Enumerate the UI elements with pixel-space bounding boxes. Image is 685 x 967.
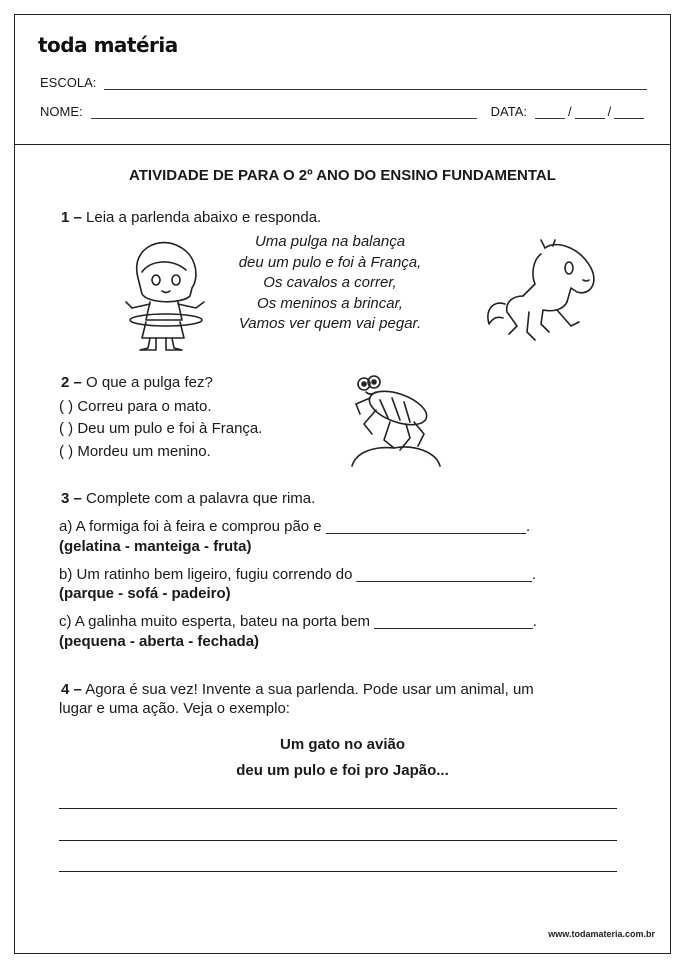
- question-text: Agora é sua vez! Invente a sua parlenda. Pode usar um animal, um: [85, 681, 534, 698]
- date-day-field[interactable]: [535, 107, 565, 119]
- header: [15, 15, 670, 145]
- poem-line: deu um pulo e foi à França,: [238, 253, 422, 271]
- option-checkbox-1[interactable]: ( ) Correu para o mato.: [59, 398, 212, 415]
- date-separator: /: [567, 104, 572, 119]
- date-year-field[interactable]: [614, 107, 644, 119]
- footer-url: www.todamateria.com.br: [548, 929, 655, 939]
- fill-in-sentence-b[interactable]: b) Um ratinho bem ligeiro, fugiu correndo do _____________________.: [59, 566, 537, 583]
- girl-illustration: [120, 238, 212, 356]
- option-checkbox-2[interactable]: ( ) Deu um pulo e foi à França.: [59, 420, 263, 437]
- nome-field[interactable]: [91, 107, 477, 119]
- poem: [210, 232, 450, 335]
- question-3: [61, 490, 315, 507]
- word-choices-a: (gelatina - manteiga - fruta): [59, 538, 252, 555]
- data-label: DATA:: [490, 104, 527, 119]
- nome-label: NOME:: [40, 104, 83, 119]
- poem-line: Uma pulga na balança: [254, 233, 406, 250]
- fill-in-sentence-c[interactable]: c) A galinha muito esperta, bateu na porta bem ___________________.: [59, 613, 537, 630]
- question-text: O que a pulga fez?: [86, 374, 213, 391]
- page-title: ATIVIDADE DE PARA O 2º ANO DO ENSINO FUNDAMENTAL: [129, 167, 556, 184]
- question-2: [61, 374, 213, 391]
- question-number: 1 –: [61, 209, 82, 226]
- poem-line: Os meninos a brincar,: [257, 294, 403, 312]
- logo: toda matéria: [38, 33, 178, 57]
- escola-label: ESCOLA:: [40, 75, 97, 90]
- poem-line: Vamos ver quem vai pegar.: [238, 315, 422, 332]
- example-line: Um gato no avião: [279, 736, 406, 753]
- word-choices-c: (pequena - aberta - fechada): [59, 633, 260, 650]
- question-text: Complete com a palavra que rima.: [86, 490, 316, 507]
- option-checkbox-3[interactable]: ( ) Mordeu um menino.: [59, 443, 211, 460]
- question-number: 3 –: [61, 490, 82, 507]
- date-month-field[interactable]: [575, 107, 605, 119]
- answer-line[interactable]: [59, 871, 617, 872]
- example-line: deu um pulo e foi pro Japão...: [236, 762, 449, 779]
- horse-illustration: [483, 240, 603, 352]
- worksheet: [14, 14, 671, 954]
- question-number: 4 –: [61, 681, 82, 698]
- question-4: [61, 681, 534, 698]
- answer-line[interactable]: [59, 808, 617, 809]
- answer-line[interactable]: [59, 840, 617, 841]
- fill-in-sentence-a[interactable]: a) A formiga foi à feira e comprou pão e ________________________.: [59, 518, 531, 535]
- word-choices-b: (parque - sofá - padeiro): [59, 585, 231, 602]
- escola-field[interactable]: [104, 78, 647, 90]
- poem-line: Os cavalos a correr,: [263, 274, 397, 291]
- question-number: 2 –: [61, 374, 82, 391]
- question-text: Leia a parlenda abaixo e responda.: [86, 209, 322, 226]
- date-separator: /: [607, 104, 612, 119]
- nome-row: [40, 104, 647, 119]
- question-text-continued: lugar e uma ação. Veja o exemplo:: [59, 700, 290, 717]
- question-1: [61, 209, 321, 226]
- escola-row: [40, 75, 647, 90]
- flea-illustration: [350, 374, 442, 470]
